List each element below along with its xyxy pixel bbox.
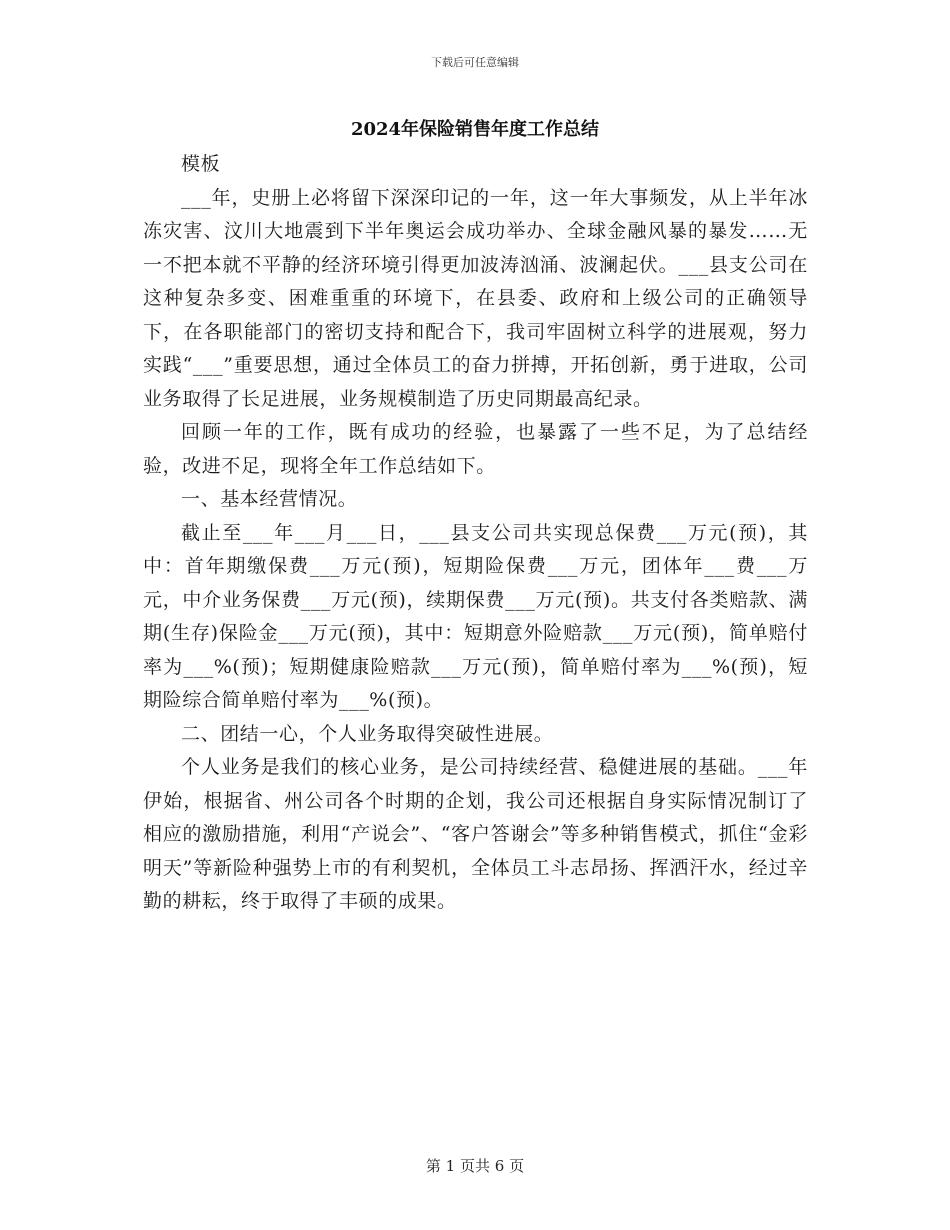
- section-heading-2: 二、团结一心，个人业务取得突破性进展。: [181, 722, 554, 745]
- document-title: 2024年保险销售年度工作总结: [350, 119, 600, 140]
- paragraph-review: 回顾一年的工作，既有成功的经验，也暴露了一些不足，为了总结经验，改进不足，现将全年工作总结如下。: [143, 421, 808, 477]
- page-number: 第 1 页共 6 页: [425, 1157, 525, 1175]
- paragraph-operations: 截止至___年___月___日，___县支公司共实现总保费___万元(预)，其中：首年期缴保费___万元(预)，短期险保费___万元，团体年___费___万元，中介业务保费___万元(预)，续期保费___万元(预)。共支付各类赔款、满期(生存)保险金___万元(预)，其中：短期意外险赔款___万元(预)，简单赔付率为___%(预)；短期健康险赔款___万元(预)，简单赔付率为___%(预)，短期险综合简单赔付率为___%(预)。: [143, 521, 808, 711]
- document-body: [143, 148, 808, 919]
- paragraph-personal-business: 个人业务是我们的核心业务，是公司持续经营、稳健进展的基础。___年伊始，根据省、州公司各个时期的企划，我公司还根据自身实际情况制订了相应的激励措施，利用“产说会”、“客户答谢会”等多种销售模式，抓住“金彩明天”等新险种强势上市的有利契机，全体员工斗志昂扬、挥洒汗水，经过辛勤的耕耘，终于取得了丰硕的成果。: [143, 756, 808, 912]
- paragraph-template-label: 模板: [181, 153, 221, 175]
- header-note: 下载后可任意编辑: [431, 56, 519, 69]
- paragraph-intro: ___年，史册上必将留下深深印记的一年，这一年大事频发，从上半年冰冻灾害、汶川大地震到下半年奥运会成功举办、全球金融风暴的暴发……无一不把本就不平静的经济环境引得更加波涛汹涌、波澜起伏。___县支公司在这种复杂多变、困难重重的环境下，在县委、政府和上级公司的正确领导下，在各职能部门的密切支持和配合下，我司牢固树立科学的进展观，努力实践“___”重要思想，通过全体员工的奋力拼搏，开拓创新，勇于进取，公司业务取得了长足进展，业务规模制造了历史同期最高纪录。: [143, 186, 808, 410]
- section-heading-1: 一、基本经营情况。: [181, 488, 358, 510]
